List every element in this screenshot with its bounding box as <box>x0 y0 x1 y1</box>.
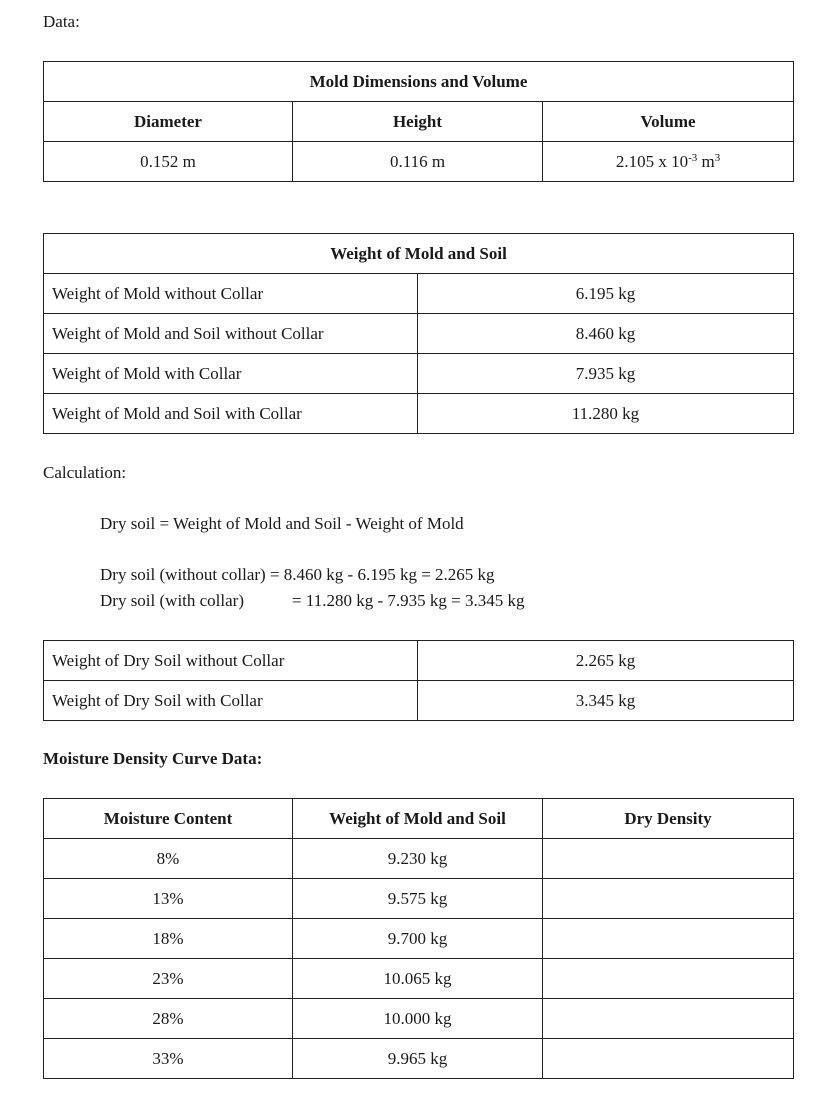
moisture-cell: 8% <box>44 839 293 879</box>
table-row <box>44 641 794 681</box>
row-label: Weight of Mold and Soil with Collar <box>44 394 418 434</box>
weight-cell: 9.965 kg <box>293 1039 543 1079</box>
density-cell <box>543 839 794 879</box>
row-label: Weight of Mold without Collar <box>44 274 418 314</box>
weight-table-title: Weight of Mold and Soil <box>44 234 794 274</box>
diameter-value: 0.152 m <box>44 142 293 182</box>
table-row <box>44 919 794 959</box>
weight-cell: 9.230 kg <box>293 839 543 879</box>
dry-soil-table <box>43 640 794 721</box>
table-row <box>44 394 794 434</box>
density-cell <box>543 879 794 919</box>
height-value: 0.116 m <box>293 142 543 182</box>
table-row <box>44 839 794 879</box>
calc-line-with-collar-label: Dry soil (with collar) <box>100 591 244 610</box>
density-cell <box>543 919 794 959</box>
row-label: Weight of Mold with Collar <box>44 354 418 394</box>
row-label: Weight of Mold and Soil without Collar <box>44 314 418 354</box>
weight-cell: 9.575 kg <box>293 879 543 919</box>
row-value: 3.345 kg <box>418 681 794 721</box>
weight-table <box>43 233 794 434</box>
volume-value: 2.105 x $10^{-3}$ $m^3$ <box>543 142 794 182</box>
table-row <box>44 999 794 1039</box>
table-row <box>44 879 794 919</box>
moisture-heading: Moisture Density Curve Data: <box>43 749 263 768</box>
row-value: 8.460 kg <box>418 314 794 354</box>
weight-cell: 9.700 kg <box>293 919 543 959</box>
table-row <box>44 959 794 999</box>
weight-cell: 10.065 kg <box>293 959 543 999</box>
weight-cell: 10.000 kg <box>293 999 543 1039</box>
mold-table-title: Mold Dimensions and Volume <box>44 62 794 102</box>
table-row <box>44 681 794 721</box>
table-row <box>44 354 794 394</box>
data-label: Data: <box>43 12 80 31</box>
table-row <box>44 274 794 314</box>
header-height: Height <box>293 102 543 142</box>
density-cell <box>543 959 794 999</box>
header-volume: Volume <box>543 102 794 142</box>
mold-dimensions-table <box>43 61 794 182</box>
moisture-density-table <box>43 798 794 1079</box>
moisture-cell: 23% <box>44 959 293 999</box>
header-weight-mold-soil: Weight of Mold and Soil <box>293 799 543 839</box>
calc-formula: Dry soil = Weight of Mold and Soil - Weight of Mold <box>100 514 464 533</box>
table-row <box>44 1039 794 1079</box>
density-cell <box>543 1039 794 1079</box>
calc-line-with-collar-result: = 11.280 kg - 7.935 kg = 3.345 kg <box>292 591 525 610</box>
moisture-cell: 33% <box>44 1039 293 1079</box>
row-value: 11.280 kg <box>418 394 794 434</box>
table-row <box>44 314 794 354</box>
row-value: 7.935 kg <box>418 354 794 394</box>
calculation-label: Calculation: <box>43 463 127 482</box>
row-value: 6.195 kg <box>418 274 794 314</box>
header-diameter: Diameter <box>44 102 293 142</box>
header-dry-density: Dry Density <box>543 799 794 839</box>
header-moisture-content: Moisture Content <box>44 799 293 839</box>
density-cell <box>543 999 794 1039</box>
moisture-cell: 13% <box>44 879 293 919</box>
moisture-cell: 18% <box>44 919 293 959</box>
row-label: Weight of Dry Soil without Collar <box>44 641 418 681</box>
calc-line-without-collar: Dry soil (without collar) = 8.460 kg - 6.195 kg = 2.265 kg <box>100 565 495 584</box>
moisture-cell: 28% <box>44 999 293 1039</box>
row-value: 2.265 kg <box>418 641 794 681</box>
row-label: Weight of Dry Soil with Collar <box>44 681 418 721</box>
